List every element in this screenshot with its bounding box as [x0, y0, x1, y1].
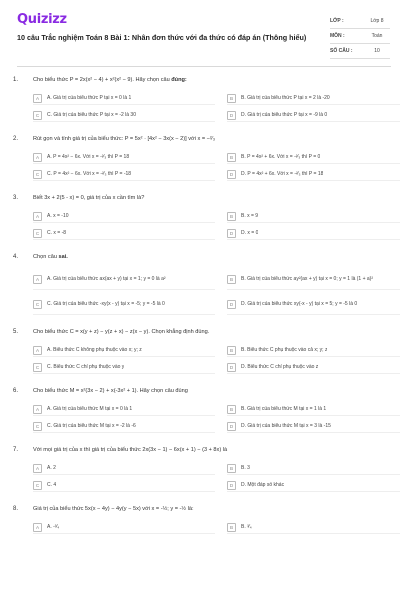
question-text-main: Cho biểu thức P = 2x(x² − 4) + x²(x² − 9). Hãy chọn câu: [33, 77, 172, 83]
option-text: A. -³⁄₄: [47, 523, 60, 530]
question-item: [0, 133, 400, 192]
answer-options: [33, 210, 400, 240]
answer-option[interactable]: [227, 361, 400, 374]
answer-option[interactable]: [227, 109, 400, 122]
option-text: C. Giá trị của biểu thức P tại x = -2 là 30: [47, 111, 136, 118]
option-text: B. Giá trị của biểu thức P tại x = 2 là -20: [241, 94, 330, 101]
option-letter-box: C: [33, 170, 42, 179]
answer-options: [33, 151, 400, 181]
option-letter-box: C: [33, 422, 42, 431]
question-text: [33, 329, 209, 335]
question-text: [33, 77, 187, 83]
option-text: A. Giá trị của biểu thức ax(ax + y) tại x = 1; y = 0 là a²: [47, 275, 166, 282]
answer-option[interactable]: [227, 168, 400, 181]
option-letter-box: D: [227, 111, 236, 120]
question-item: [0, 326, 400, 385]
option-letter-box: B: [227, 275, 236, 284]
answer-option[interactable]: [33, 479, 215, 492]
option-letter-box: A: [33, 275, 42, 284]
option-text: A. Biểu thức C không phụ thuộc vào x; y; z: [47, 346, 142, 353]
option-letter-box: C: [33, 111, 42, 120]
option-text: D. P = 4x² + 6x. Với x = -²⁄₃ thì P = 18: [241, 170, 324, 177]
question-header: [0, 74, 400, 86]
option-text: A. 2: [47, 464, 56, 471]
answer-option[interactable]: [33, 403, 215, 416]
answer-option[interactable]: [33, 109, 215, 122]
question-item: [0, 503, 400, 545]
option-letter-box: A: [33, 346, 42, 355]
meta-row-count: [330, 44, 390, 59]
question-number: 7.: [13, 447, 19, 453]
answer-option[interactable]: [33, 210, 215, 223]
question-number: 3.: [13, 195, 19, 201]
option-text: C. P = 4x² − 6x. Với x = -²⁄₃ thì P = -18: [47, 170, 132, 177]
option-letter-box: B: [227, 405, 236, 414]
answer-option[interactable]: [227, 210, 400, 223]
answer-option[interactable]: [33, 294, 215, 315]
question-text: [33, 506, 194, 512]
answer-option[interactable]: [227, 269, 400, 290]
answer-option[interactable]: [33, 227, 215, 240]
option-text: B. x = 9: [241, 212, 259, 219]
question-text: [33, 254, 68, 260]
option-text: C. Giá trị của biểu thức M tại x = -2 là -6: [47, 422, 136, 429]
answer-option[interactable]: [33, 361, 215, 374]
option-text: D. x = 0: [241, 229, 259, 236]
answer-option[interactable]: [33, 462, 215, 475]
option-text: B. P = 4x² + 6x. Với x = -²⁄₃ thì P = 0: [241, 153, 321, 160]
answer-option[interactable]: [227, 227, 400, 240]
option-text: D. Biểu thức C chỉ phụ thuộc vào z: [241, 363, 319, 370]
meta-key: SỐ CÂU :: [330, 48, 353, 54]
question-text: [33, 136, 215, 142]
meta-value: Toán: [371, 33, 383, 39]
question-text-main: Giá trị của biểu thức 5x(x − 4y) − 4y(y − 5x) với x = -½; y = -½ là:: [33, 506, 194, 512]
option-text: B. Giá trị của biểu thức ay²(ax + y) tại x = 0; y = 1 là (1 + a)²: [241, 275, 374, 282]
meta-value: 10: [374, 48, 380, 54]
answer-option[interactable]: [33, 92, 215, 105]
meta-table: [330, 14, 390, 59]
question-number: 8.: [13, 506, 19, 512]
option-text: B. ³⁄₄: [241, 523, 252, 530]
option-letter-box: A: [33, 94, 42, 103]
answer-options: [33, 344, 400, 374]
option-text: C. Giá trị của biểu thức -xy(x - y) tại x = -5; y = -5 là 0: [47, 300, 165, 307]
option-text: A. Giá trị của biểu thức P tại x = 0 là 1: [47, 94, 132, 101]
option-text: A. Giá trị của biểu thức M tại x = 0 là 1: [47, 405, 133, 412]
question-header: [0, 444, 400, 456]
option-letter-box: A: [33, 212, 42, 221]
answer-option[interactable]: [227, 344, 400, 357]
option-letter-box: A: [33, 153, 42, 162]
question-item: [0, 251, 400, 326]
question-header: [0, 503, 400, 515]
option-text: D. Giá trị của biểu thức M tại x = 3 là -15: [241, 422, 331, 429]
answer-option[interactable]: [227, 294, 400, 315]
answer-options: [33, 92, 400, 122]
question-item: [0, 385, 400, 444]
question-item: [0, 444, 400, 503]
answer-option[interactable]: [227, 462, 400, 475]
option-letter-box: D: [227, 481, 236, 490]
question-text-main: Biết 3x + 2(5 - x) = 0, giá trị của x cần tìm là?: [33, 195, 145, 201]
quizizz-logo: Quizizz: [17, 12, 67, 27]
question-item: [0, 192, 400, 251]
option-letter-box: B: [227, 346, 236, 355]
question-number: 4.: [13, 254, 19, 260]
question-header: [0, 133, 400, 145]
option-letter-box: D: [227, 422, 236, 431]
answer-option[interactable]: [33, 420, 215, 433]
option-text: B. Giá trị của biểu thức M tại x = 1 là 1: [241, 405, 327, 412]
option-letter-box: C: [33, 481, 42, 490]
question-text: [33, 447, 227, 453]
answer-option[interactable]: [33, 269, 215, 290]
question-text-emphasis: sai.: [58, 254, 68, 260]
answer-options: [33, 521, 400, 534]
answer-option[interactable]: [227, 479, 400, 492]
option-letter-box: B: [227, 464, 236, 473]
option-letter-box: B: [227, 94, 236, 103]
question-text-main: Rút gọn và tính giá trị của biểu thức: P = 5x² · [4x² − 3x(x − 2)] với x = −²⁄₃: [33, 136, 215, 142]
answer-option[interactable]: [227, 92, 400, 105]
option-letter-box: D: [227, 300, 236, 309]
option-letter-box: C: [33, 300, 42, 309]
option-text: C. 4: [47, 481, 57, 488]
option-letter-box: D: [227, 229, 236, 238]
answer-options: [33, 269, 400, 315]
option-letter-box: A: [33, 523, 42, 532]
document-title: 10 câu Trắc nghiệm Toán 8 Bài 1: Nhân đơn thức với đa thức có đáp án (Thông hiểu): [17, 33, 307, 42]
question-text: [33, 388, 188, 394]
answer-option[interactable]: [33, 344, 215, 357]
question-number: 6.: [13, 388, 19, 394]
question-text-emphasis: đúng:: [171, 77, 187, 83]
option-text: C. Biểu thức C chỉ phụ thuộc vào y: [47, 363, 125, 370]
document-header: [0, 0, 400, 66]
header-divider: [17, 66, 391, 67]
question-header: [0, 326, 400, 338]
option-letter-box: B: [227, 523, 236, 532]
question-list: [0, 74, 400, 545]
option-text: D. Giá trị của biểu thức P tại x = -9 là 0: [241, 111, 328, 118]
question-number: 5.: [13, 329, 19, 335]
option-text: A. x = -10: [47, 212, 69, 219]
option-letter-box: D: [227, 363, 236, 372]
answer-option[interactable]: [227, 420, 400, 433]
answer-options: [33, 403, 400, 433]
option-letter-box: B: [227, 153, 236, 162]
option-letter-box: A: [33, 464, 42, 473]
meta-row-grade: [330, 14, 390, 29]
option-text: B. 3: [241, 464, 250, 471]
answer-option[interactable]: [33, 151, 215, 164]
question-text: [33, 195, 144, 201]
answer-options: [33, 462, 400, 492]
meta-key: MÔN :: [330, 33, 345, 39]
option-letter-box: C: [33, 363, 42, 372]
option-letter-box: C: [33, 229, 42, 238]
question-text-main: Với mọi giá trị của x thì giá trị của biểu thức 2x(3x − 1) − 6x(x + 1) − (3 + 8x) là: [33, 447, 228, 453]
question-item: [0, 74, 400, 133]
meta-value: Lớp 8: [370, 18, 384, 24]
question-text-main: Chọn câu: [33, 254, 59, 260]
option-text: A. P = 4x² − 6x. Với x = -²⁄₃ thì P = 18: [47, 153, 130, 160]
option-text: C. x = -8: [47, 229, 67, 236]
question-header: [0, 385, 400, 397]
option-letter-box: B: [227, 212, 236, 221]
option-text: D. Một đáp số khác: [241, 481, 285, 488]
answer-option[interactable]: [227, 521, 400, 534]
meta-key: LỚP :: [330, 18, 344, 24]
option-letter-box: A: [33, 405, 42, 414]
answer-option[interactable]: [227, 403, 400, 416]
option-letter-box: D: [227, 170, 236, 179]
option-text: B. Biểu thức C phụ thuộc vào cả x; y; z: [241, 346, 328, 353]
answer-option[interactable]: [33, 168, 215, 181]
answer-option[interactable]: [33, 521, 215, 534]
question-number: 2.: [13, 136, 19, 142]
question-text-main: Cho biểu thức C = x(y + z) − y(z + x) − z(x − y). Chọn khẳng định đúng.: [33, 329, 210, 335]
meta-row-subject: [330, 29, 390, 44]
question-text-main: Cho biểu thức M = x²(3x − 2) + x(-3x² + 1). Hãy chọn câu đúng: [33, 388, 188, 394]
question-header: [0, 251, 400, 263]
question-number: 1.: [13, 77, 19, 83]
question-header: [0, 192, 400, 204]
answer-option[interactable]: [227, 151, 400, 164]
option-text: D. Giá trị của biểu thức xy(-x - y) tại x = 5; y = -5 là 0: [241, 300, 358, 307]
